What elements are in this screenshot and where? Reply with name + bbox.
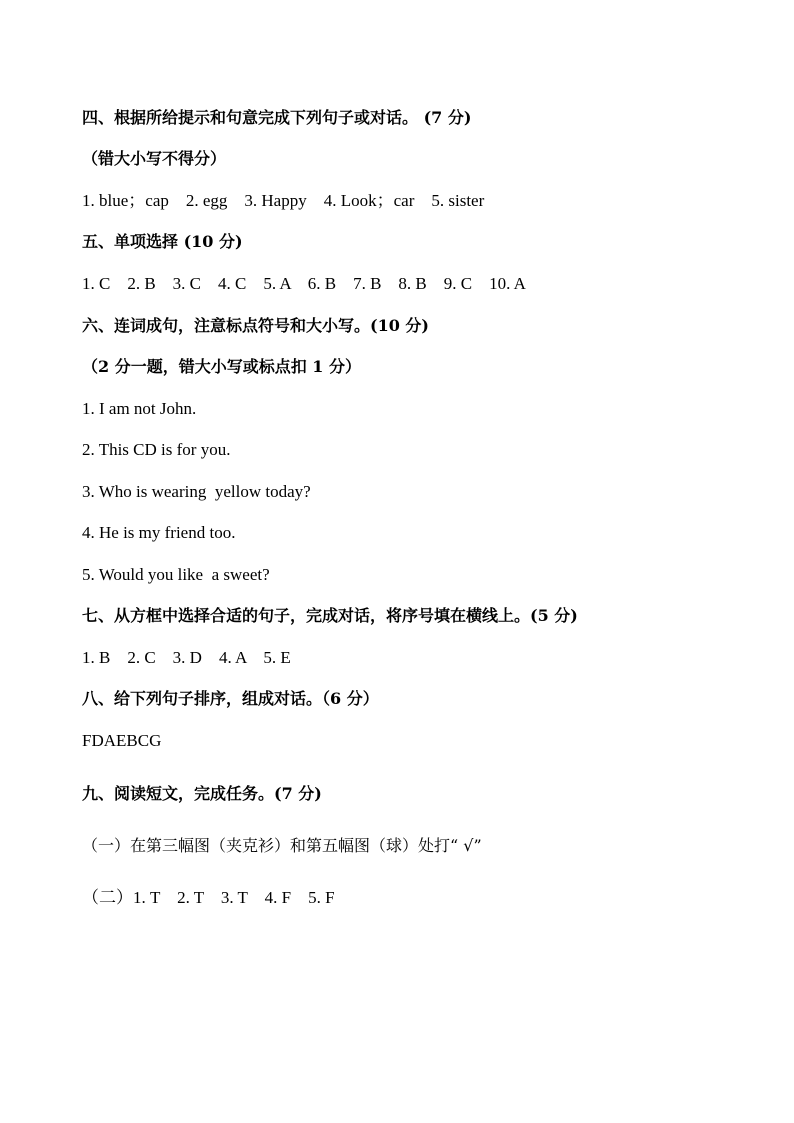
section-7-title: 七、从方框中选择合适的句子，完成对话，将序号填在横线上。(5 分): [82, 606, 578, 625]
section-9-part-2: （二）1. T 2. T 3. T 4. F 5. F: [82, 888, 335, 907]
section-6-note: （2 分一题，错大小写或标点扣 1 分）: [82, 357, 361, 376]
section-5-answers: 1. C 2. B 3. C 4. C 5. A 6. B 7. B 8. B 9. C 10. A: [82, 274, 526, 293]
section-6-title: 六、连词成句，注意标点符号和大小写。(10 分): [82, 316, 429, 335]
section-6-item-2: 2. This CD is for you.: [82, 440, 231, 459]
section-6-item-4: 4. He is my friend too.: [82, 523, 236, 542]
section-4-note: （错大小写不得分）: [82, 149, 227, 168]
section-9-title: 九、阅读短文，完成任务。(7 分): [82, 784, 322, 803]
section-5-title: 五、单项选择 (10 分): [82, 232, 243, 251]
section-8-answers: FDAEBCG: [82, 731, 162, 750]
section-6-item-3: 3. Who is wearing yellow today?: [82, 482, 311, 501]
section-6-item-1: 1. I am not John.: [82, 399, 197, 418]
section-7-answers: 1. B 2. C 3. D 4. A 5. E: [82, 648, 291, 667]
section-9-part-1: （一）在第三幅图（夹克衫）和第五幅图（球）处打“ √”: [82, 836, 482, 855]
section-4-title: 四、根据所给提示和句意完成下列句子或对话。 (7 分): [82, 108, 472, 127]
section-8-title: 八、给下列句子排序，组成对话。（6 分）: [82, 689, 379, 708]
section-4-answers: 1. blue；cap 2. egg 3. Happy 4. Look；car 5. sister: [82, 191, 485, 210]
section-6-item-5: 5. Would you like a sweet?: [82, 565, 270, 584]
